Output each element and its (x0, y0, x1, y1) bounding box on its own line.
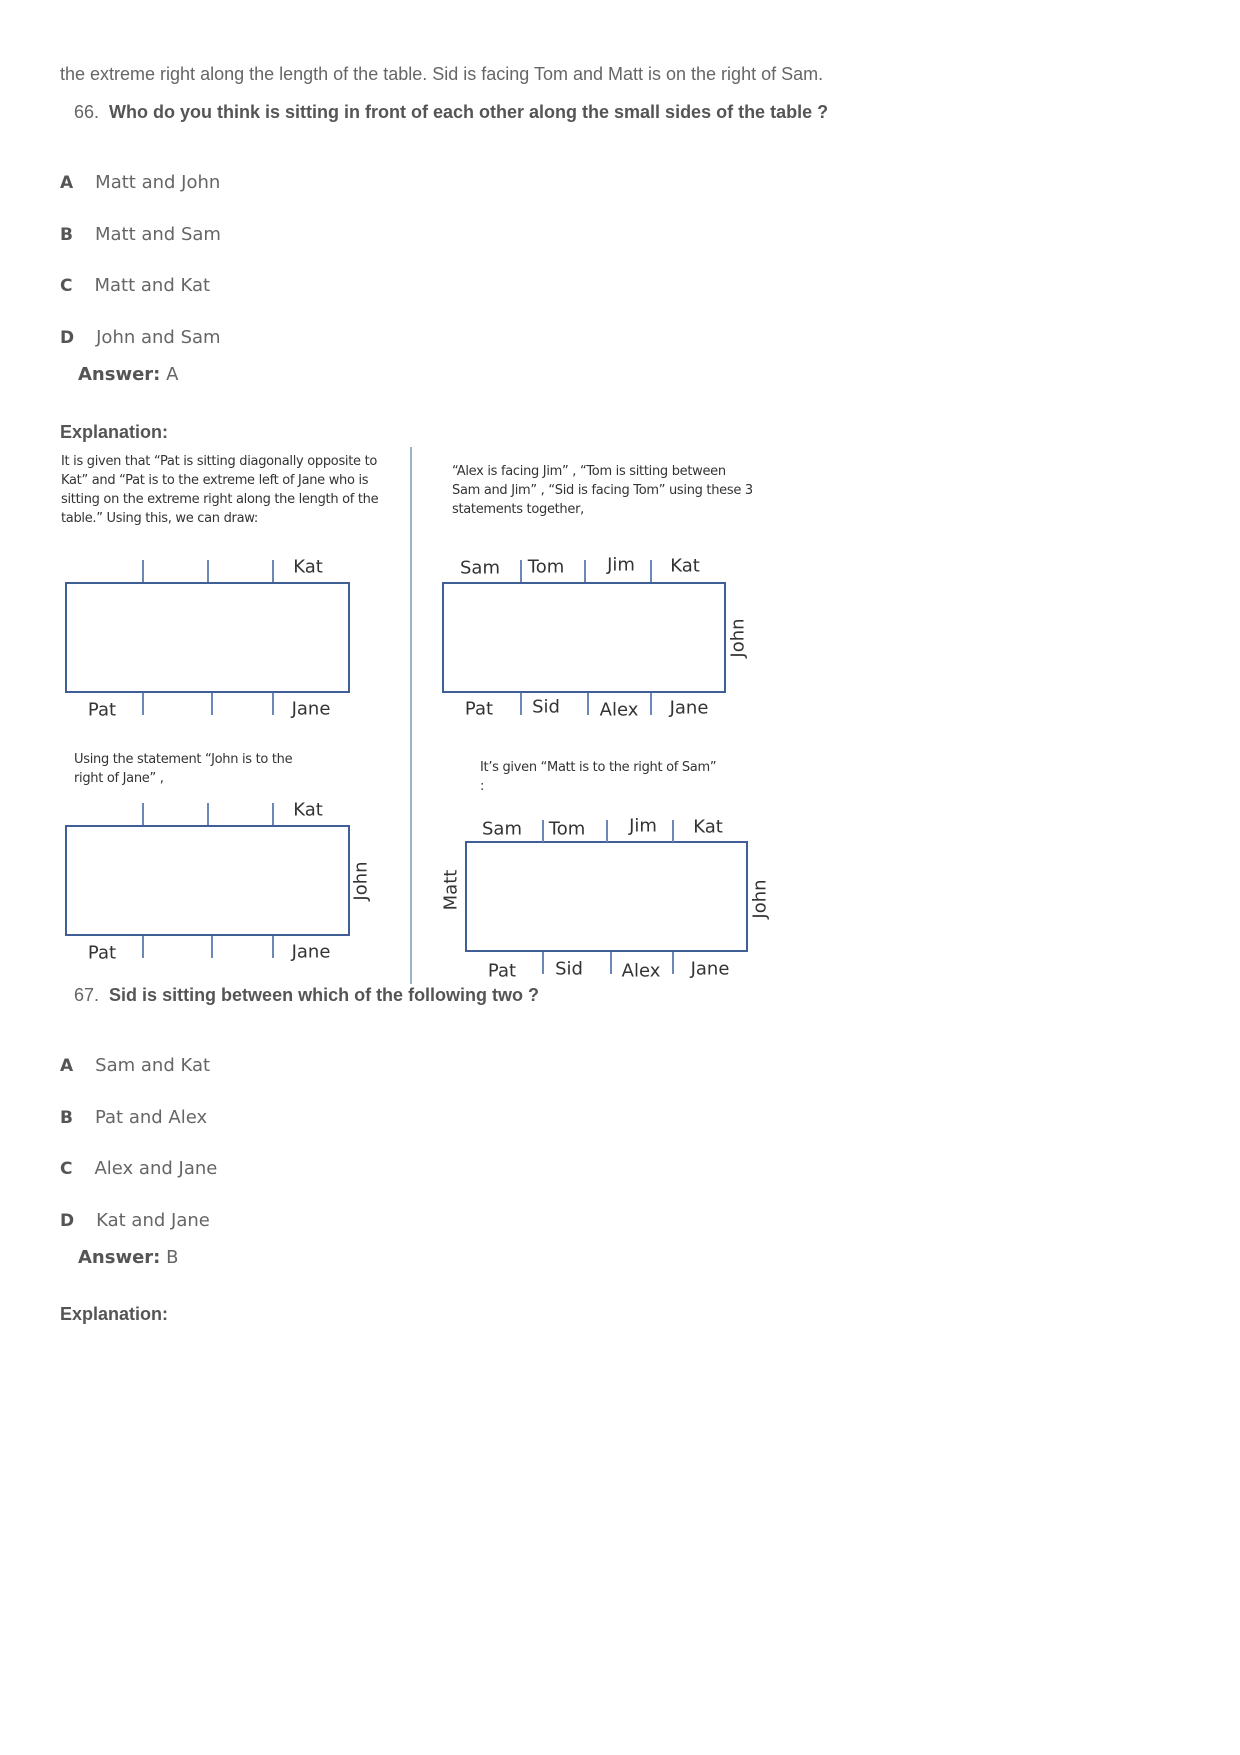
table-rect (442, 582, 726, 693)
option-c[interactable] (60, 1158, 217, 1179)
explanation-heading: Explanation: (60, 1304, 169, 1324)
option-text: Matt and Kat (94, 275, 211, 296)
option-letter: C (60, 1159, 73, 1179)
option-a[interactable] (60, 172, 220, 193)
option-b[interactable] (60, 1107, 207, 1128)
seat-jane: Jane (690, 958, 730, 980)
explanation-para-4: It’s given “Matt is to the right of Sam” : (480, 760, 717, 794)
table-rect (465, 841, 748, 952)
option-letter: B (60, 225, 73, 245)
seat-tick (207, 803, 209, 825)
seat-tick (542, 952, 544, 974)
seat-tick (211, 936, 213, 958)
seat-jane: Jane (669, 697, 709, 719)
seat-pat: Pat (87, 942, 117, 964)
answer-value: B (166, 1247, 179, 1268)
seat-john: John (727, 618, 749, 658)
option-letter: A (60, 173, 74, 193)
seat-tom: Tom (548, 818, 586, 840)
intro-text: the extreme right along the length of the table. Sid is facing Tom and Matt is on the right of Sam. (60, 64, 824, 84)
seat-sam: Sam (460, 557, 500, 579)
option-b[interactable] (60, 224, 221, 245)
option-c[interactable] (60, 275, 210, 296)
seat-tick (542, 820, 544, 842)
question-67 (74, 985, 539, 1006)
seat-jane: Jane (291, 941, 331, 963)
question-text: Who do you think is sitting in front of each other along the small sides of the table ? (109, 102, 829, 122)
explanation-heading: Explanation: (60, 422, 169, 442)
seat-tick (650, 693, 652, 715)
table-rect (65, 825, 350, 936)
seat-tick (672, 952, 674, 974)
option-letter: B (60, 1108, 73, 1128)
option-letter: C (60, 276, 73, 296)
option-text: Pat and Alex (94, 1107, 208, 1128)
option-text: Alex and Jane (94, 1158, 218, 1179)
seat-tick (650, 560, 652, 582)
answer-67 (78, 1247, 178, 1268)
seat-tick (606, 820, 608, 842)
seat-sid: Sid (532, 696, 560, 718)
question-number: 67. (74, 985, 100, 1005)
option-letter: D (60, 328, 75, 348)
seat-tick (142, 693, 144, 715)
seat-matt: Matt (440, 869, 462, 911)
answer-value: A (166, 364, 179, 385)
seat-tick (584, 560, 586, 582)
seat-alex: Alex (621, 960, 661, 982)
answer-66 (78, 364, 178, 385)
answer-label: Answer: (78, 1247, 161, 1268)
seat-kat: Kat (293, 799, 323, 821)
option-d[interactable] (60, 1210, 210, 1231)
option-letter: D (60, 1211, 75, 1231)
seat-tick (142, 936, 144, 958)
seat-pat: Pat (464, 698, 494, 720)
explanation-para-1: It is given that “Pat is sitting diagonally opposite to Kat” and “Pat is to the extreme left of Jane who is sitting on the extreme right along the length of the table.” Using this, we can draw: (61, 454, 379, 526)
option-a[interactable] (60, 1055, 210, 1076)
explanation-para-3: Using the statement “John is to the right of Jane” , (74, 752, 293, 786)
table-rect (65, 582, 350, 693)
seat-tick (520, 693, 522, 715)
question-66 (74, 102, 828, 123)
seat-sam: Sam (482, 818, 522, 840)
seat-tick (272, 560, 274, 582)
seat-tick (672, 820, 674, 842)
question-text: Sid is sitting between which of the following two ? (109, 985, 540, 1005)
seat-kat: Kat (293, 556, 323, 578)
seat-jane: Jane (291, 698, 331, 720)
seat-tick (211, 693, 213, 715)
seat-john: John (749, 879, 771, 919)
option-text: Matt and John (95, 172, 221, 193)
seat-tick (272, 936, 274, 958)
seat-tick (610, 952, 612, 974)
question-number: 66. (74, 102, 100, 122)
option-text: Matt and Sam (94, 224, 221, 245)
option-letter: A (60, 1056, 74, 1076)
seat-sid: Sid (555, 958, 583, 980)
seat-tick (207, 560, 209, 582)
seat-jim: Jim (607, 554, 635, 576)
seat-tick (272, 803, 274, 825)
seat-tick (587, 693, 589, 715)
seat-pat: Pat (87, 699, 117, 721)
seat-tick (142, 803, 144, 825)
column-divider (410, 447, 412, 984)
option-text: John and Sam (96, 327, 221, 348)
option-d[interactable] (60, 327, 221, 348)
option-text: Sam and Kat (95, 1055, 211, 1076)
explanation-para-2: “Alex is facing Jim” , “Tom is sitting between Sam and Jim” , “Sid is facing Tom” using these 3 statements together, (452, 464, 753, 517)
option-text: Kat and Jane (96, 1210, 210, 1231)
seat-kat: Kat (670, 555, 700, 577)
seat-john: John (350, 861, 372, 901)
seat-tom: Tom (527, 556, 565, 578)
seat-tick (520, 560, 522, 582)
seat-jim: Jim (629, 815, 657, 837)
seat-kat: Kat (693, 816, 723, 838)
answer-label: Answer: (78, 364, 161, 385)
seat-pat: Pat (487, 960, 517, 982)
seat-tick (272, 693, 274, 715)
seat-alex: Alex (599, 699, 639, 721)
seat-tick (142, 560, 144, 582)
